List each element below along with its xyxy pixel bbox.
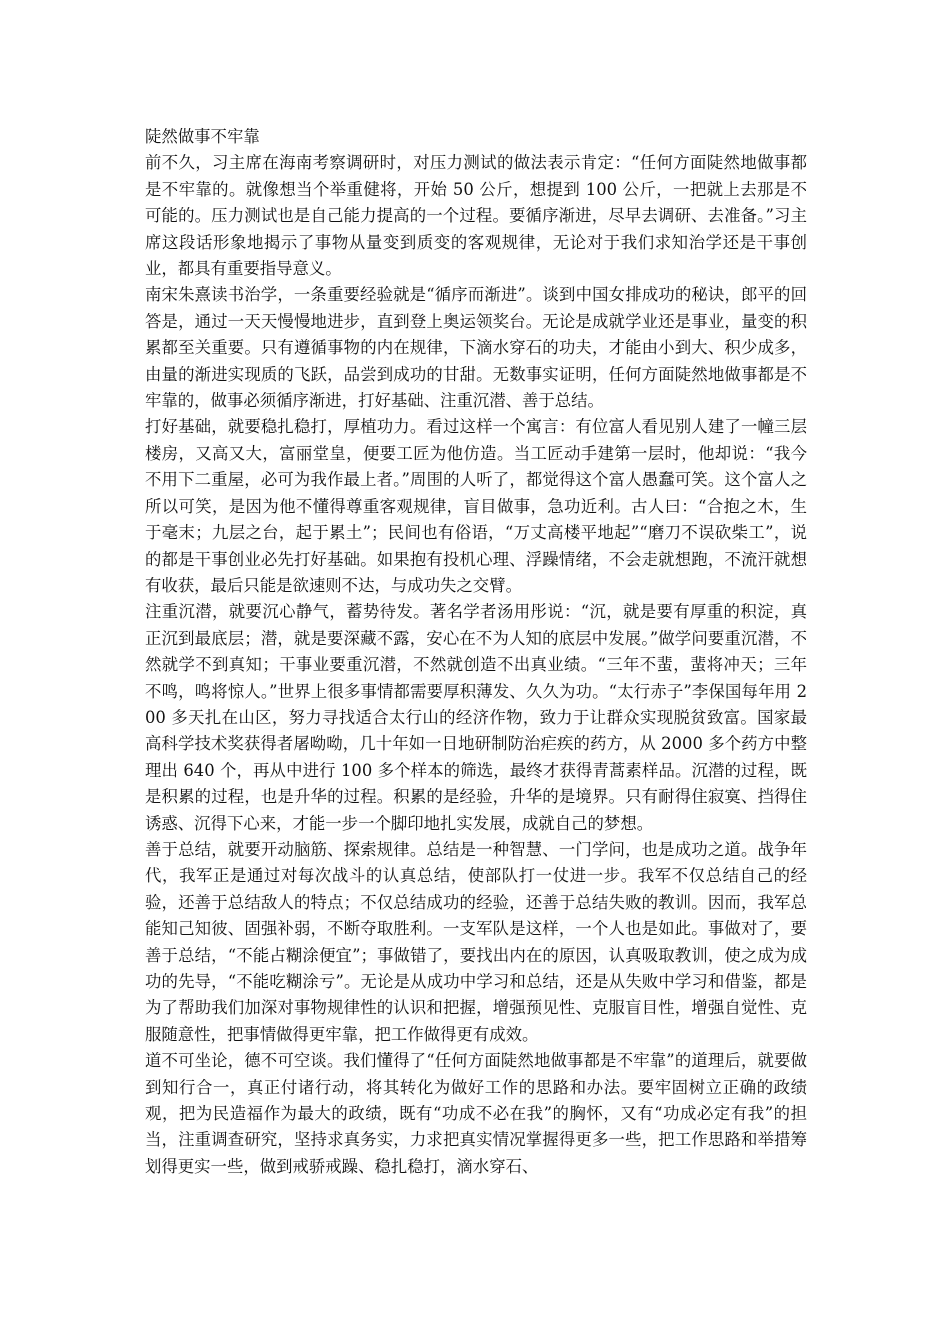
paragraph-3: 打好基础，就要稳扎稳打，厚植功力。看过这样一个寓言：有位富人看见别人建了一幢三层楼房，又高又大，富丽堂皇，便要工匠为他仿造。当工匠动手建第一层时，他却说：“我今不用下二重屋，必可为我作最上者。”周围的人听了，都觉得这个富人愚蠢可笑。这个富人之所以可笑，是因为他不懂得尊重客观规律，盲目做事，急功近利。古人曰：“合抱之木，生于毫末；九层之台，起于累土”；民间也有俗语，“万丈高楼平地起”“磨刀不误砍柴工”，说的都是干事创业必先打好基础。如果抱有投机心理、浮躁情绪，不会走就想跑，不流汗就想有收获，最后只能是欲速则不达，与成功失之交臂。 bbox=[145, 417, 807, 595]
paragraph-2: 南宋朱熹读书治学，一条重要经验就是“循序而渐进”。谈到中国女排成功的秘诀，郎平的回答是，通过一天天慢慢地进步，直到登上奥运领奖台。无论是成就学业还是事业，量变的积累都至关重要。只有遵循事物的内在规律，下滴水穿石的功夫，才能由小到大、积少成多，由量的渐进实现质的飞跃，品尝到成功的甘甜。无数事实证明，任何方面陡然地做事都是不牢靠的，做事必须循序渐进，打好基础、注重沉潜、善于总结。 bbox=[145, 285, 807, 411]
document-body bbox=[145, 124, 807, 1180]
paragraph-6: 道不可坐论，德不可空谈。我们懂得了“任何方面陡然地做事都是不牢靠”的道理后，就要做到知行合一，真正付诸行动，将其转化为做好工作的思路和办法。要牢固树立正确的政绩观，把为民造福作为最大的政绩，既有“功成不必在我”的胸怀，又有“功成必定有我”的担当，注重调查研究，坚持求真务实，力求把真实情况掌握得更多一些，把工作思路和举措筹划得更实一些，做到戒骄戒躁、稳扎稳打，滴水穿石、 bbox=[145, 1051, 807, 1176]
paragraph-4: 注重沉潜，就要沉心静气，蓄势待发。著名学者汤用彤说：“沉，就是要有厚重的积淀，真正沉到最底层；潜，就是要深藏不露，安心在不为人知的底层中发展。”做学问要重沉潜，不然就学不到真知；干事业要重沉潜，不然就创造不出真业绩。“三年不蜚，蜚将冲天；三年不鸣，鸣将惊人。”世界上很多事情都需要厚积薄发、久久为功。“太行赤子”李保国每年用 200 多天扎在山区，努力寻找适合太行山的经济作物，致力于让群众实现脱贫致富。国家最高科学技术奖获得者屠呦呦，几十年如一日地研制防治疟疾的药方，从 2000 多个药方中整理出 640 个，再从中进行 100 多个样本的筛选，最终才获得青蒿素样品。沉潜的过程，既是积累的过程，也是升华的过程。积累的是经验，升华的是境界。只有耐得住寂寞、挡得住诱惑、沉得下心来，才能一步一个脚印地扎实发展，成就自己的梦想。 bbox=[145, 602, 807, 833]
paragraph-5: 善于总结，就要开动脑筋、探索规律。总结是一种智慧、一门学问，也是成功之道。战争年代，我军正是通过对每次战斗的认真总结，使部队打一仗进一步。我军不仅总结自己的经验，还善于总结敌人的特点；不仅总结成功的经验，还善于总结失败的教训。因而，我军总能知己知彼、固强补弱，不断夺取胜利。一支军队是这样，一个人也是如此。事做对了，要善于总结，“不能占糊涂便宜”；事做错了，要找出内在的原因，认真吸取教训，使之成为成功的先导，“不能吃糊涂亏”。无论是从成功中学习和总结，还是从失败中学习和借鉴，都是为了帮助我们加深对事物规律性的认识和把握，增强预见性、克服盲目性，增强自觉性、克服随意性，把事情做得更牢靠，把工作做得更有成效。 bbox=[145, 839, 807, 1044]
document-title: 陡然做事不牢靠 bbox=[145, 127, 260, 146]
paragraph-1: 前不久，习主席在海南考察调研时，对压力测试的做法表示肯定：“任何方面陡然地做事都是不牢靠的。就像想当个举重健将，开始 50 公斤，想提到 100 公斤，一把就上去那是不可能的。压力测试也是自己能力提高的一个过程。要循序渐进，尽早去调研、去准备。”习主席这段话形象地揭示了事物从量变到质变的客观规律，无论对于我们求知治学还是干事创业，都具有重要指导意义。 bbox=[145, 153, 807, 279]
